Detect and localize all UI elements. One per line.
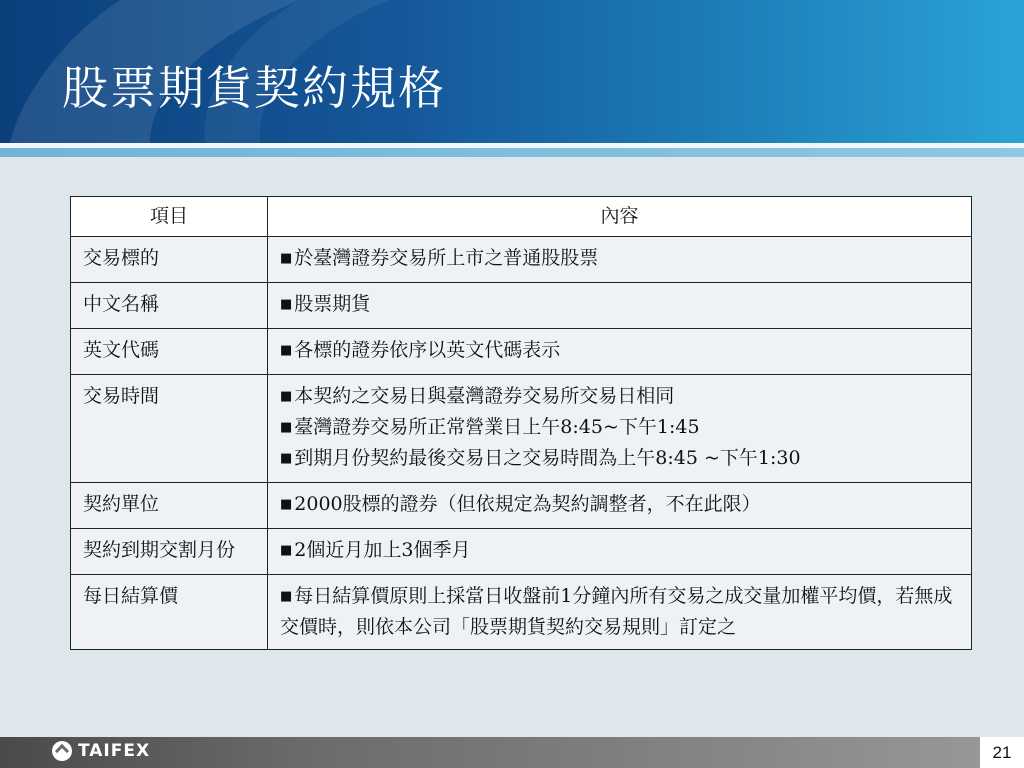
row-item-label: 契約單位	[71, 483, 268, 529]
square-bullet-icon: ■	[280, 420, 293, 435]
row-content	[268, 375, 972, 483]
taifex-logo	[52, 741, 150, 761]
square-bullet-icon: ■	[280, 497, 293, 512]
row-content	[268, 283, 972, 329]
content-line: 2個近月加上3個季月	[294, 539, 471, 561]
content-line: 股票期貨	[294, 293, 371, 315]
table-row	[71, 483, 972, 529]
row-content	[268, 529, 972, 575]
row-item-label: 契約到期交割月份	[71, 529, 268, 575]
content-line: 本契約之交易日與臺灣證券交易所交易日相同	[294, 385, 675, 407]
table-row	[71, 237, 972, 283]
contract-spec-table	[70, 196, 972, 650]
logo-text: TAIFEX	[78, 741, 151, 761]
header-divider-blue	[0, 148, 1024, 157]
row-item-label: 英文代碼	[71, 329, 268, 375]
row-item-label: 中文名稱	[71, 283, 268, 329]
table-row	[71, 529, 972, 575]
page-number: 21	[980, 737, 1024, 768]
row-content	[268, 237, 972, 283]
row-item-label: 每日結算價	[71, 575, 268, 650]
square-bullet-icon: ■	[280, 451, 293, 466]
row-item-label: 交易標的	[71, 237, 268, 283]
square-bullet-icon: ■	[280, 589, 293, 604]
square-bullet-icon: ■	[280, 543, 293, 558]
row-content	[268, 575, 972, 650]
table-row	[71, 575, 972, 650]
row-content	[268, 483, 972, 529]
square-bullet-icon: ■	[280, 389, 293, 404]
table-header-row	[71, 197, 972, 237]
content-line: 2000股標的證券（但依規定為契約調整者，不在此限）	[294, 493, 761, 515]
row-item-label: 交易時間	[71, 375, 268, 483]
row-content	[268, 329, 972, 375]
table-row	[71, 329, 972, 375]
square-bullet-icon: ■	[280, 251, 293, 266]
content-line: 到期月份契約最後交易日之交易時間為上午8:45 ~下午1:30	[294, 447, 801, 469]
table-row	[71, 375, 972, 483]
square-bullet-icon: ■	[280, 297, 293, 312]
slide-header	[0, 0, 1024, 143]
slide-title: 股票期貨契約規格	[62, 61, 446, 115]
header-cell-item: 項目	[71, 197, 268, 237]
table-row	[71, 283, 972, 329]
taifex-logo-icon	[52, 741, 72, 761]
slide-footer	[0, 737, 1024, 768]
content-line: 臺灣證券交易所正常營業日上午8:45~下午1:45	[294, 416, 700, 438]
header-cell-content: 內容	[268, 197, 972, 237]
content-line: 於臺灣證券交易所上市之普通股股票	[294, 247, 599, 269]
content-line: 每日結算價原則上採當日收盤前1分鐘內所有交易之成交量加權平均價，若無成交價時，則依本公司「股票期貨契約交易規則」訂定之	[280, 585, 953, 638]
content-line: 各標的證券依序以英文代碼表示	[294, 339, 561, 361]
square-bullet-icon: ■	[280, 343, 293, 358]
